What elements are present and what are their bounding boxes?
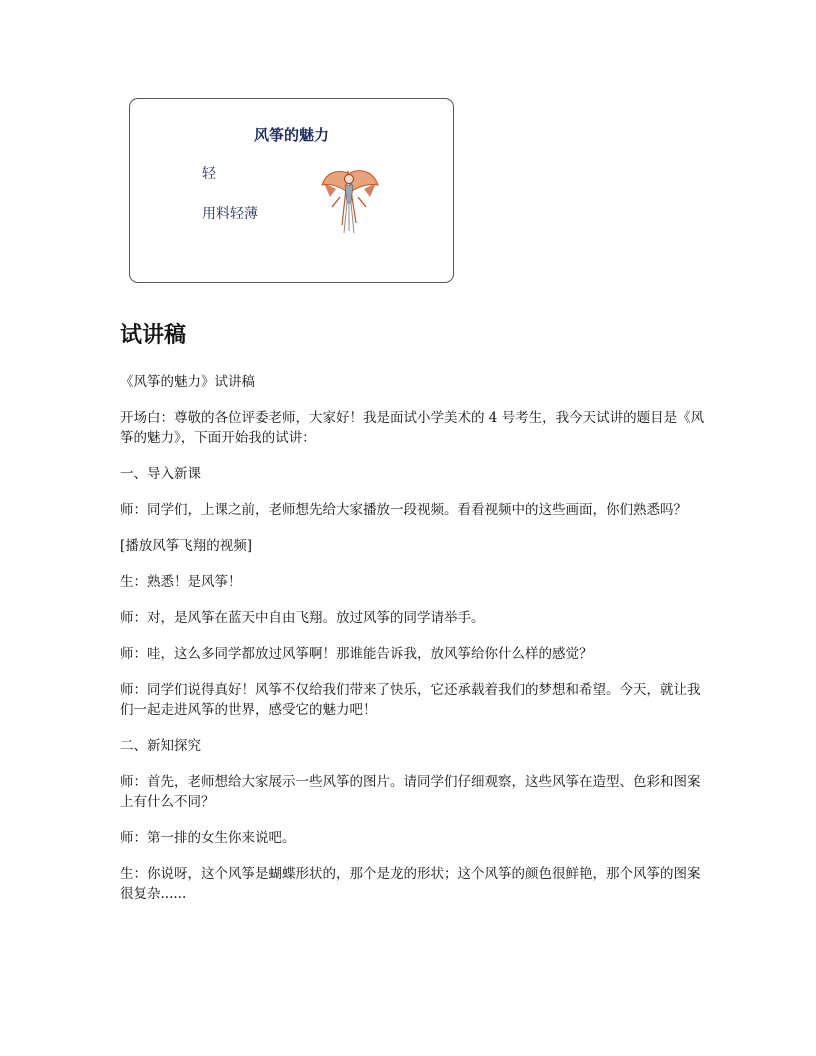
slide-title: 风筝的魅力 (253, 126, 329, 144)
slide-line-material: 用料轻薄 (202, 206, 258, 222)
paragraph: 师：对，是风筝在蓝天中自由飞翔。放过风筝的同学请举手。 (120, 610, 485, 626)
slide-thumbnail (129, 98, 454, 283)
document-heading: 试讲稿 (120, 323, 187, 348)
paragraph: 师：第一排的女生你来说吧。 (120, 830, 296, 846)
paragraph: [播放风筝飞翔的视频] (120, 538, 253, 554)
paragraph: 生：你说呀，这个风筝是蝴蝶形状的，那个是龙的形状；这个风筝的颜色很鲜艳，那个风筝的图案很复杂...... (120, 866, 701, 902)
paragraph: 生：熟悉！是风筝！ (120, 574, 242, 590)
paragraph: 二、新知探究 (120, 738, 201, 754)
paragraph: 师：哇，这么多同学都放过风筝啊！那谁能告诉我，放风筝给你什么样的感觉？ (120, 646, 593, 662)
document-body (120, 372, 706, 920)
paragraph: 一、导入新课 (120, 466, 201, 482)
paragraph: 师：同学们，上课之前，老师想先给大家播放一段视频。看看视频中的这些画面，你们熟悉吗？ (120, 502, 687, 518)
paragraph: 师：同学们说得真好！风筝不仅给我们带来了快乐，它还承载着我们的梦想和希望。今天，就让我们一起走进风筝的世界，感受它的魅力吧！ (120, 682, 701, 718)
paragraph: 师：首先，老师想给大家展示一些风筝的图片。请同学们仔细观察，这些风筝在造型、色彩和图案上有什么不同？ (120, 774, 701, 810)
kite-icon (318, 163, 380, 235)
slide-line-light: 轻 (202, 166, 216, 182)
paragraph: 《风筝的魅力》试讲稿 (120, 374, 255, 390)
paragraph: 开场白：尊敬的各位评委老师，大家好！我是面试小学美术的 4 号考生，我今天试讲的题目是《风筝的魅力》，下面开始我的试讲： (120, 410, 705, 446)
